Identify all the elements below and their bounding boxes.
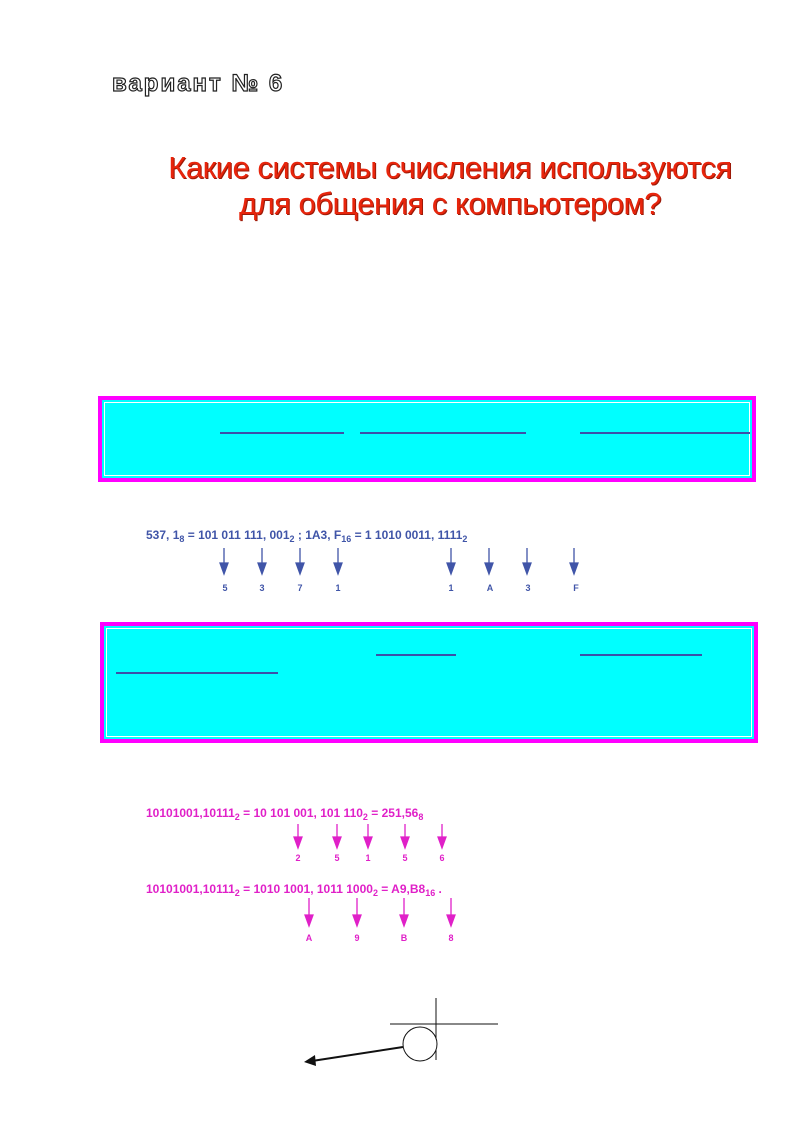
circle-icon — [403, 1027, 437, 1061]
octal-digit: 6 — [439, 853, 445, 863]
hex-digit: F — [573, 583, 579, 593]
triad-groups: = 10 101 001, 101 110 — [239, 806, 363, 820]
octal-digit: 5 — [402, 853, 408, 863]
binary-number: 10101001,10111 — [146, 806, 235, 820]
octal-number: 537, 1 — [146, 528, 180, 542]
base-subscript: 2 — [372, 888, 378, 898]
down-arrow-icon — [305, 898, 313, 926]
down-arrow-icon — [485, 548, 493, 574]
down-arrow-icon — [294, 824, 302, 848]
hex-digit: 1 — [448, 583, 454, 593]
hex-number: 1A3, F — [305, 528, 342, 542]
crosshair-drawing — [304, 998, 498, 1066]
down-arrow-icon — [364, 824, 372, 848]
octal-digit: 3 — [259, 583, 265, 593]
tetrad-groups: = 1010 1001, 1011 1000 — [239, 882, 373, 896]
base-subscript: 2 — [234, 812, 240, 822]
base-subscript: 16 — [425, 888, 436, 898]
arrow-head-icon — [304, 1055, 316, 1066]
variant-label: вариант № 6 — [112, 70, 285, 97]
octal-result: = 251,56 — [367, 806, 419, 820]
base-subscript: 2 — [362, 812, 368, 822]
separator: ; — [294, 528, 306, 542]
down-arrow-icon — [334, 548, 342, 574]
down-arrow-icon — [447, 548, 455, 574]
octal-binary: = 101 011 111, 001 — [184, 528, 290, 542]
down-arrow-icon — [523, 548, 531, 574]
hex-digit: 8 — [448, 933, 454, 943]
long-arrow-line — [312, 1047, 403, 1061]
down-arrow-icon — [258, 548, 266, 574]
down-arrow-icon — [570, 548, 578, 574]
hex-digit: 9 — [354, 933, 360, 943]
hex-digit: A — [486, 583, 494, 593]
base-subscript: 8 — [179, 534, 185, 544]
down-arrow-icon — [438, 824, 446, 848]
down-arrow-icon — [220, 548, 228, 574]
question-line-1: Какие системы счисления используются — [168, 150, 732, 185]
base-subscript: 2 — [234, 888, 240, 898]
octal-digit: 1 — [335, 583, 341, 593]
octal-digit: 5 — [334, 853, 340, 863]
binary-number: 10101001,10111 — [146, 882, 235, 896]
down-arrow-icon — [447, 898, 455, 926]
octal-digit: 5 — [222, 583, 228, 593]
down-arrow-icon — [401, 824, 409, 848]
down-arrow-icon — [400, 898, 408, 926]
octal-digit: 2 — [295, 853, 301, 863]
question-line-2: для общения с компьютером? — [238, 186, 661, 221]
base-subscript: 2 — [462, 534, 468, 544]
base-subscript: 8 — [418, 812, 424, 822]
hex-digit: 3 — [525, 583, 531, 593]
hex-result: = A9,B8 — [377, 882, 426, 896]
hex-digit: A — [305, 933, 313, 943]
octal-digit: 1 — [365, 853, 371, 863]
base-subscript: 16 — [341, 534, 352, 544]
down-arrow-icon — [296, 548, 304, 574]
base-subscript: 2 — [289, 534, 295, 544]
hex-digit: B — [400, 933, 408, 943]
down-arrow-icon — [353, 898, 361, 926]
octal-digit: 7 — [297, 583, 303, 593]
down-arrow-icon — [333, 824, 341, 848]
hex-binary: = 1 1010 0011, 1111 — [351, 528, 463, 542]
period: . — [435, 882, 442, 896]
